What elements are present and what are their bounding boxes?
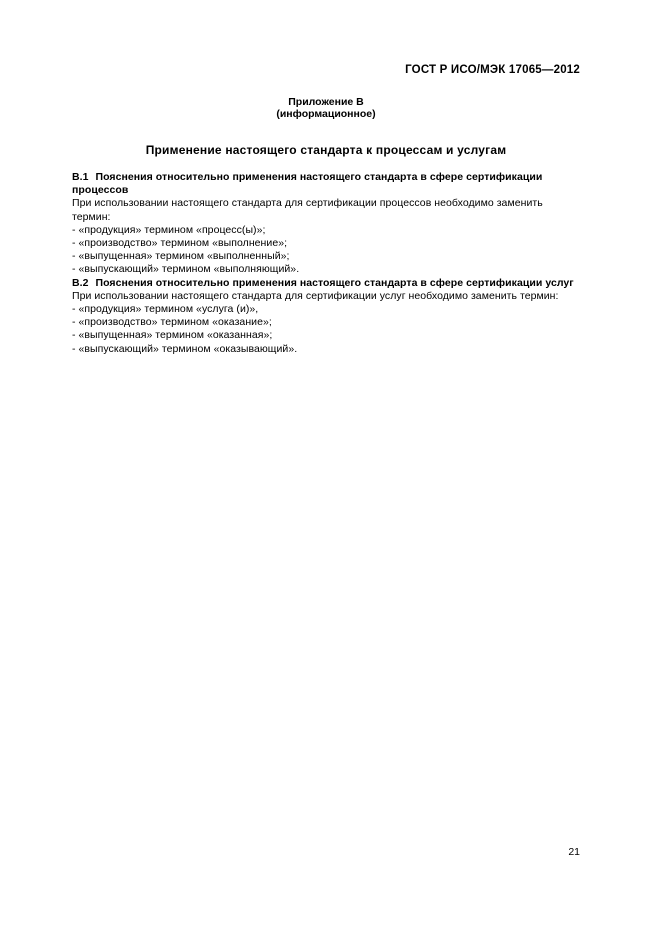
section-b1-intro: При использовании настоящего стандарта для сертификации процессов необходимо заменить термин:: [72, 197, 543, 223]
list-item: - «выпускающий» термином «оказывающий».: [72, 342, 298, 355]
list-item: - «производство» термином «выполнение»;: [72, 237, 288, 250]
list-item: - «выпускающий» термином «выполняющий».: [72, 263, 300, 276]
section-b2-heading: [72, 277, 580, 290]
list-item: - «продукция» термином «услуга (и)»,: [72, 303, 259, 316]
page-content: [72, 0, 580, 356]
section-b1-heading: [72, 171, 580, 197]
section-b2-intro: При использовании настоящего стандарта для сертификации услуг необходимо заменить термин:: [72, 289, 559, 302]
appendix-type: (информационное): [276, 108, 376, 120]
list-item: - «производство» термином «оказание»;: [72, 316, 272, 329]
section-b1-number: В.1: [72, 171, 89, 183]
list-item: - «продукция» термином «процесс(ы)»;: [72, 223, 266, 236]
appendix-block: [72, 96, 580, 120]
appendix-name: Приложение В: [288, 96, 364, 108]
standard-designation: ГОСТ Р ИСО/МЭК 17065—2012: [405, 64, 580, 76]
section-b2-number: В.2: [72, 276, 89, 289]
list-item: - «выпущенная» термином «оказанная»;: [72, 329, 273, 342]
section-b2-heading-text: Пояснения относительно применения настоящего стандарта в сфере сертификации услуг: [95, 276, 574, 289]
section-b1-heading-text: Пояснения относительно применения настоящего стандарта в сфере сертификации процессов: [72, 171, 543, 197]
body-text: [72, 171, 580, 356]
list-item: - «выпущенная» термином «выполненный»;: [72, 250, 290, 263]
page-number: 21: [568, 846, 580, 858]
page-title: Применение настоящего стандарта к процессам и услугам: [145, 143, 507, 157]
